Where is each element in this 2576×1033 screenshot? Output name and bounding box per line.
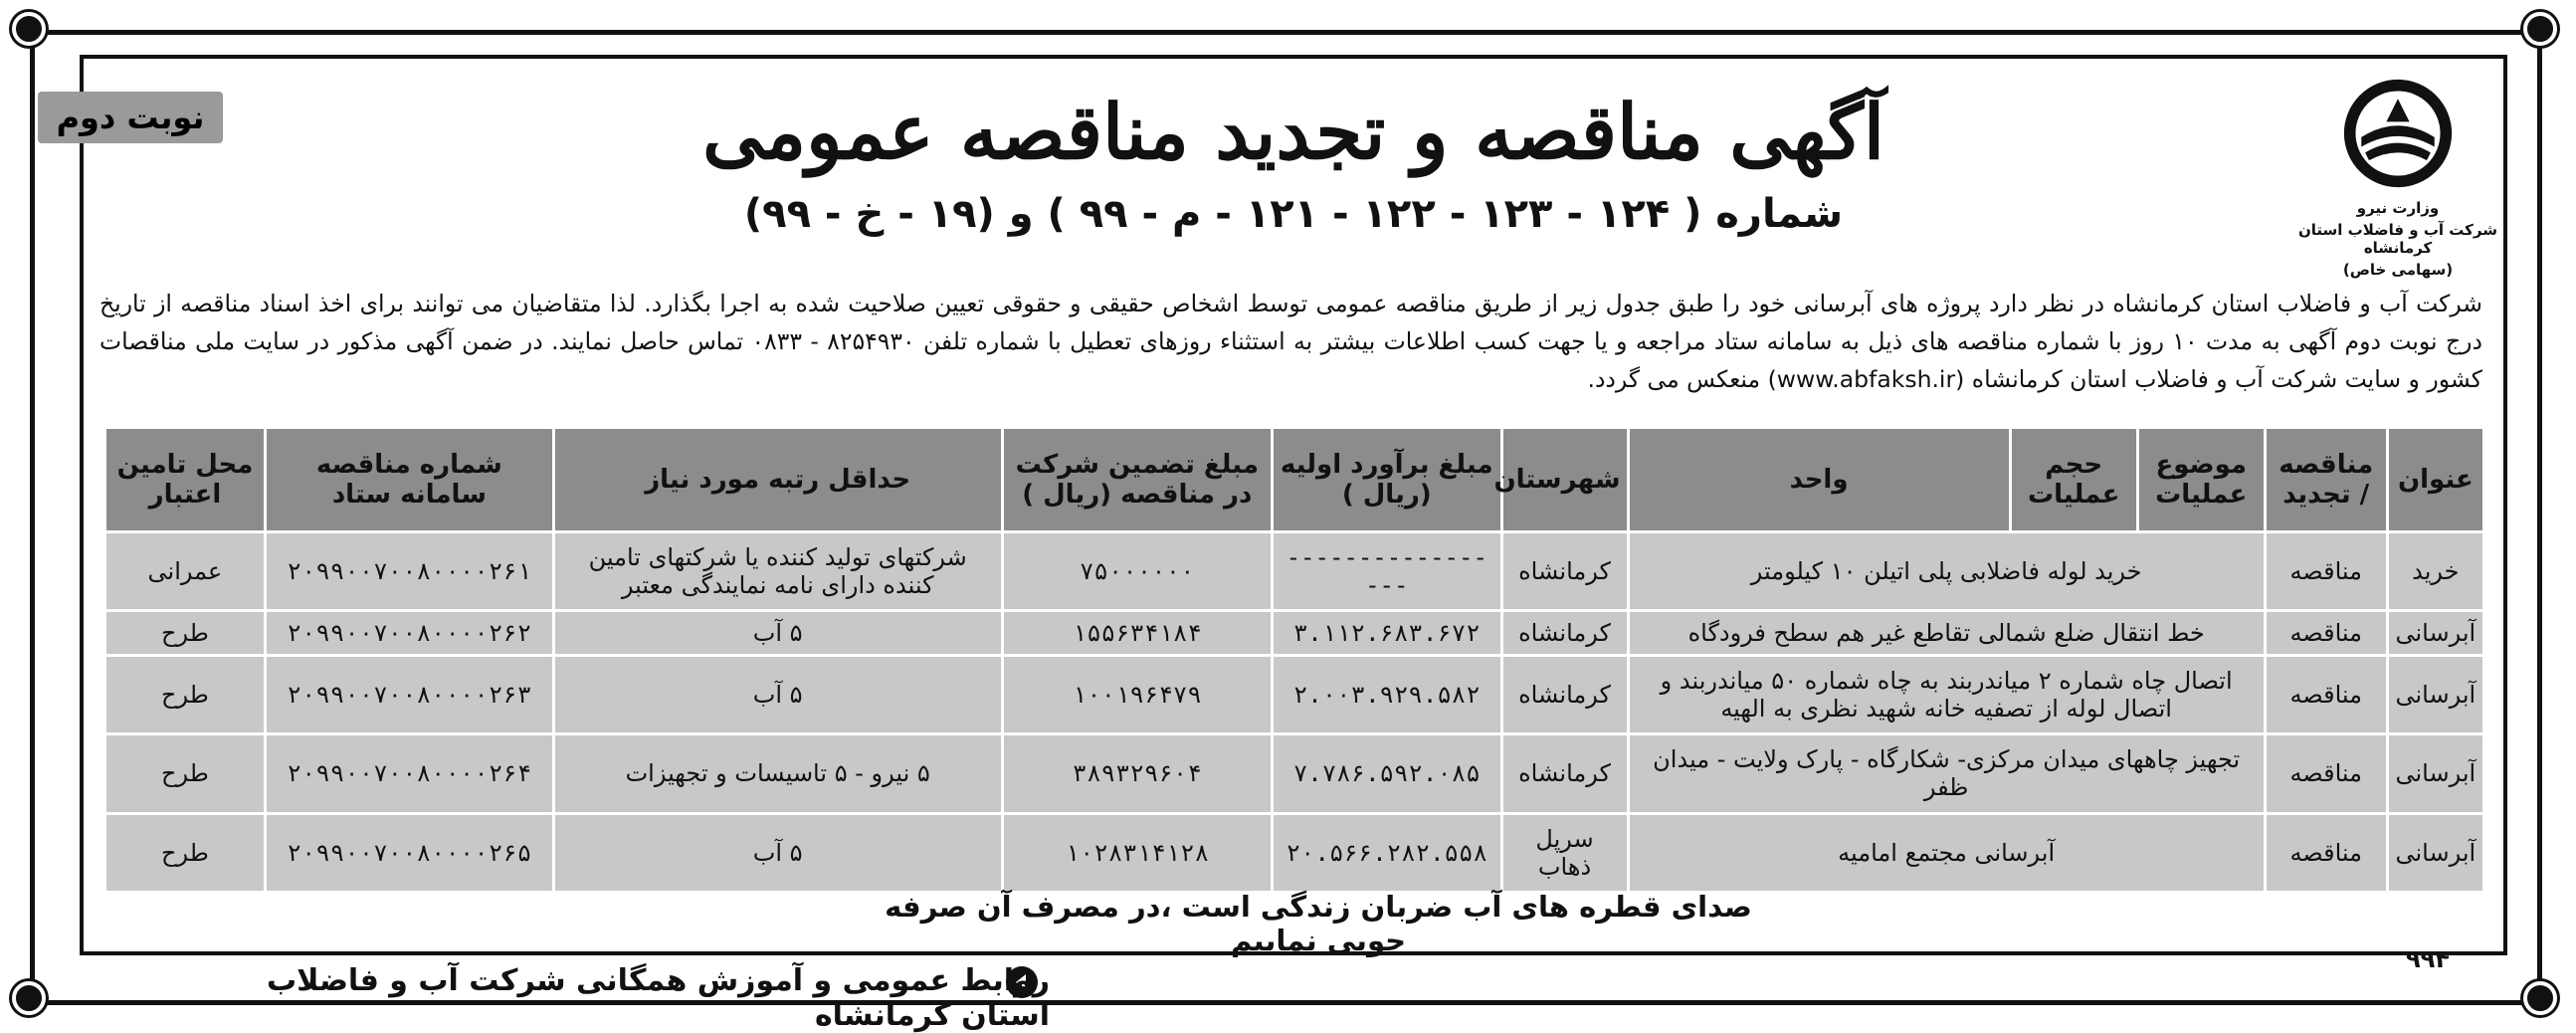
cell-type: مناقصه xyxy=(2265,734,2387,813)
table-row xyxy=(105,813,2484,893)
cell-subject: اتصال چاه شماره ۲ میاندربند به چاه شماره ۵۰ میاندربند و اتصال لوله از تصفیه خانه شهید نظری به الهیه xyxy=(1628,655,2265,733)
cell-type: مناقصه xyxy=(2265,611,2387,655)
cell-type: مناقصه xyxy=(2265,655,2387,733)
col-estimate-header: مبلغ برآورد اولیه (ریال ) xyxy=(1273,428,1501,532)
corner-ornament xyxy=(12,981,46,1015)
cell-setad: ۲۰۹۹۰۰۷۰۰۸۰۰۰۰۲۶۳ xyxy=(265,655,553,733)
logo-ministry: وزارت نیرو xyxy=(2356,199,2440,217)
cell-subject: خط انتقال ضلع شمالی تقاطع غیر هم سطح فرودگاه xyxy=(1628,611,2265,655)
cell-type: مناقصه xyxy=(2265,532,2387,611)
water-saving-slogan: صدای قطره های آب ضربان زندگی است ،در مصرف آن صرفه جویی نماییم xyxy=(885,890,1752,957)
cell-subject: تجهیز چاههای میدان مرکزی- شکارگاه - پارک ولایت - میدان ظفر xyxy=(1628,734,2265,813)
cell-estimate: ۲.۰۰۳.۹۲۹.۵۸۲ xyxy=(1273,655,1501,733)
col-unit-header: واحد xyxy=(1628,428,2010,532)
cell-rank: ۵ آب xyxy=(553,611,1002,655)
cell-credit: عمرانی xyxy=(105,532,266,611)
cell-type: مناقصه xyxy=(2265,813,2387,893)
public-relations-footer: روابط عمومی و آموزش همگانی شرکت آب و فاضلاب استان کرمانشاه xyxy=(267,963,1050,1033)
cell-guarantee: ۱۵۵۶۳۴۱۸۴ xyxy=(1002,611,1272,655)
page-number: ۹۹۴ xyxy=(2406,945,2450,973)
logo-company: شرکت آب و فاضلاب استان کرمانشاه xyxy=(2298,221,2497,257)
cell-setad: ۲۰۹۹۰۰۷۰۰۸۰۰۰۰۲۶۲ xyxy=(265,611,553,655)
cell-estimate: ۷.۷۸۶.۵۹۲.۰۸۵ xyxy=(1273,734,1501,813)
table-header-row xyxy=(105,428,2484,532)
round-badge: نوبت دوم xyxy=(38,92,223,143)
cell-subject: خرید لوله فاضلابی پلی اتیلن ۱۰ کیلومتر xyxy=(1628,532,2265,611)
cell-estimate: ۲۰.۵۶۶.۲۸۲.۵۵۸ xyxy=(1273,813,1501,893)
corner-ornament xyxy=(2523,981,2557,1015)
cell-guarantee: ۳۸۹۳۲۹۶۰۴ xyxy=(1002,734,1272,813)
corner-ornament xyxy=(12,12,46,46)
cell-setad: ۲۰۹۹۰۰۷۰۰۸۰۰۰۰۲۶۱ xyxy=(265,532,553,611)
tender-numbers: شماره ( ۱۲۴ - ۱۲۳ - ۱۲۲ - ۱۲۱ - م - ۹۹ ) و (۱۹ - خ - ۹۹) xyxy=(743,191,1844,237)
cell-city: کرمانشاه xyxy=(1501,655,1628,733)
cell-rank: ۵ نیرو - ۵ تاسیسات و تجهیزات xyxy=(553,734,1002,813)
cell-subject: آبرسانی مجتمع امامیه xyxy=(1628,813,2265,893)
cell-credit: طرح xyxy=(105,813,266,893)
cell-title: آبرسانی xyxy=(2387,655,2483,733)
table-row xyxy=(105,532,2484,611)
col-guarantee-header: مبلغ تضمین شرکت در مناقصه (ریال ) xyxy=(1002,428,1272,532)
cell-credit: طرح xyxy=(105,734,266,813)
cell-rank: ۵ آب xyxy=(553,813,1002,893)
cell-city: کرمانشاه xyxy=(1501,532,1628,611)
cell-title: آبرسانی xyxy=(2387,813,2483,893)
company-logo xyxy=(2274,70,2522,279)
cell-setad: ۲۰۹۹۰۰۷۰۰۸۰۰۰۰۲۶۴ xyxy=(265,734,553,813)
water-drop-logo-icon xyxy=(2340,76,2456,191)
col-credit-header: محل تامین اعتبار xyxy=(105,428,266,532)
cell-city: سرپل ذهاب xyxy=(1501,813,1628,893)
table-row xyxy=(105,611,2484,655)
page-title: آگهی مناقصه و تجدید مناقصه عمومی xyxy=(702,88,1884,176)
cell-rank: شرکتهای تولید کننده یا شرکتهای تامین کننده دارای نامه نمایندگی معتبر xyxy=(553,532,1002,611)
col-title-header: عنوان xyxy=(2387,428,2483,532)
col-city-header: شهرستان xyxy=(1501,428,1628,532)
cell-setad: ۲۰۹۹۰۰۷۰۰۸۰۰۰۰۲۶۵ xyxy=(265,813,553,893)
col-type-header: مناقصه / تجدید xyxy=(2265,428,2387,532)
col-rank-header: حداقل رتبه مورد نیاز xyxy=(553,428,1002,532)
intro-paragraph: شرکت آب و فاضلاب استان کرمانشاه در نظر دارد پروژه های آبرسانی خود را طبق جدول زیر از طریق مناقصه عمومی توسط اشخاص حقیقی و حقوقی تعیین صلاحیت شده به اجرا بگذارد. لذا متقاضیان می توانند برای اخذ اسناد مناقصه از تاریخ درج نوبت دوم آگهی به مدت ۱۰ روز با شماره مناقصه های ذیل به سامانه ستاد مراجعه و یا جهت کسب اطلاعات بیشتر به استثناء روزهای تعطیل با شماره تلفن ۸۲۵۴۹۳۰ - ۰۸۳۳ تماس حاصل نمایند. در ضمن آگهی مذکور در سایت ملی مناقصات کشور و سایت شرکت آب و فاضلاب استان کرمانشاه (www.abfaksh.ir) منعکس می گردد. xyxy=(99,290,2482,393)
cell-guarantee: ۱۰۰۱۹۶۴۷۹ xyxy=(1002,655,1272,733)
logo-company-type: (سهامی خاص) xyxy=(2342,261,2454,279)
cell-estimate: ----------------- xyxy=(1273,532,1501,611)
cell-title: آبرسانی xyxy=(2387,611,2483,655)
cell-guarantee: ۷۵۰۰۰۰۰۰ xyxy=(1002,532,1272,611)
col-subject-header: موضوع عملیات xyxy=(2137,428,2265,532)
table-row xyxy=(105,655,2484,733)
table-row xyxy=(105,734,2484,813)
cell-guarantee: ۱۰۲۸۳۱۴۱۲۸ xyxy=(1002,813,1272,893)
corner-ornament xyxy=(2523,12,2557,46)
cell-city: کرمانشاه xyxy=(1501,611,1628,655)
cell-rank: ۵ آب xyxy=(553,655,1002,733)
col-setad-header: شماره مناقصه سامانه ستاد xyxy=(265,428,553,532)
cell-city: کرمانشاه xyxy=(1501,734,1628,813)
cell-title: آبرسانی xyxy=(2387,734,2483,813)
cell-estimate: ۳.۱۱۲.۶۸۳.۶۷۲ xyxy=(1273,611,1501,655)
cell-title: خرید xyxy=(2387,532,2483,611)
cell-credit: طرح xyxy=(105,611,266,655)
cell-credit: طرح xyxy=(105,655,266,733)
tender-table xyxy=(103,426,2485,894)
col-volume-header: حجم عملیات xyxy=(2010,428,2137,532)
